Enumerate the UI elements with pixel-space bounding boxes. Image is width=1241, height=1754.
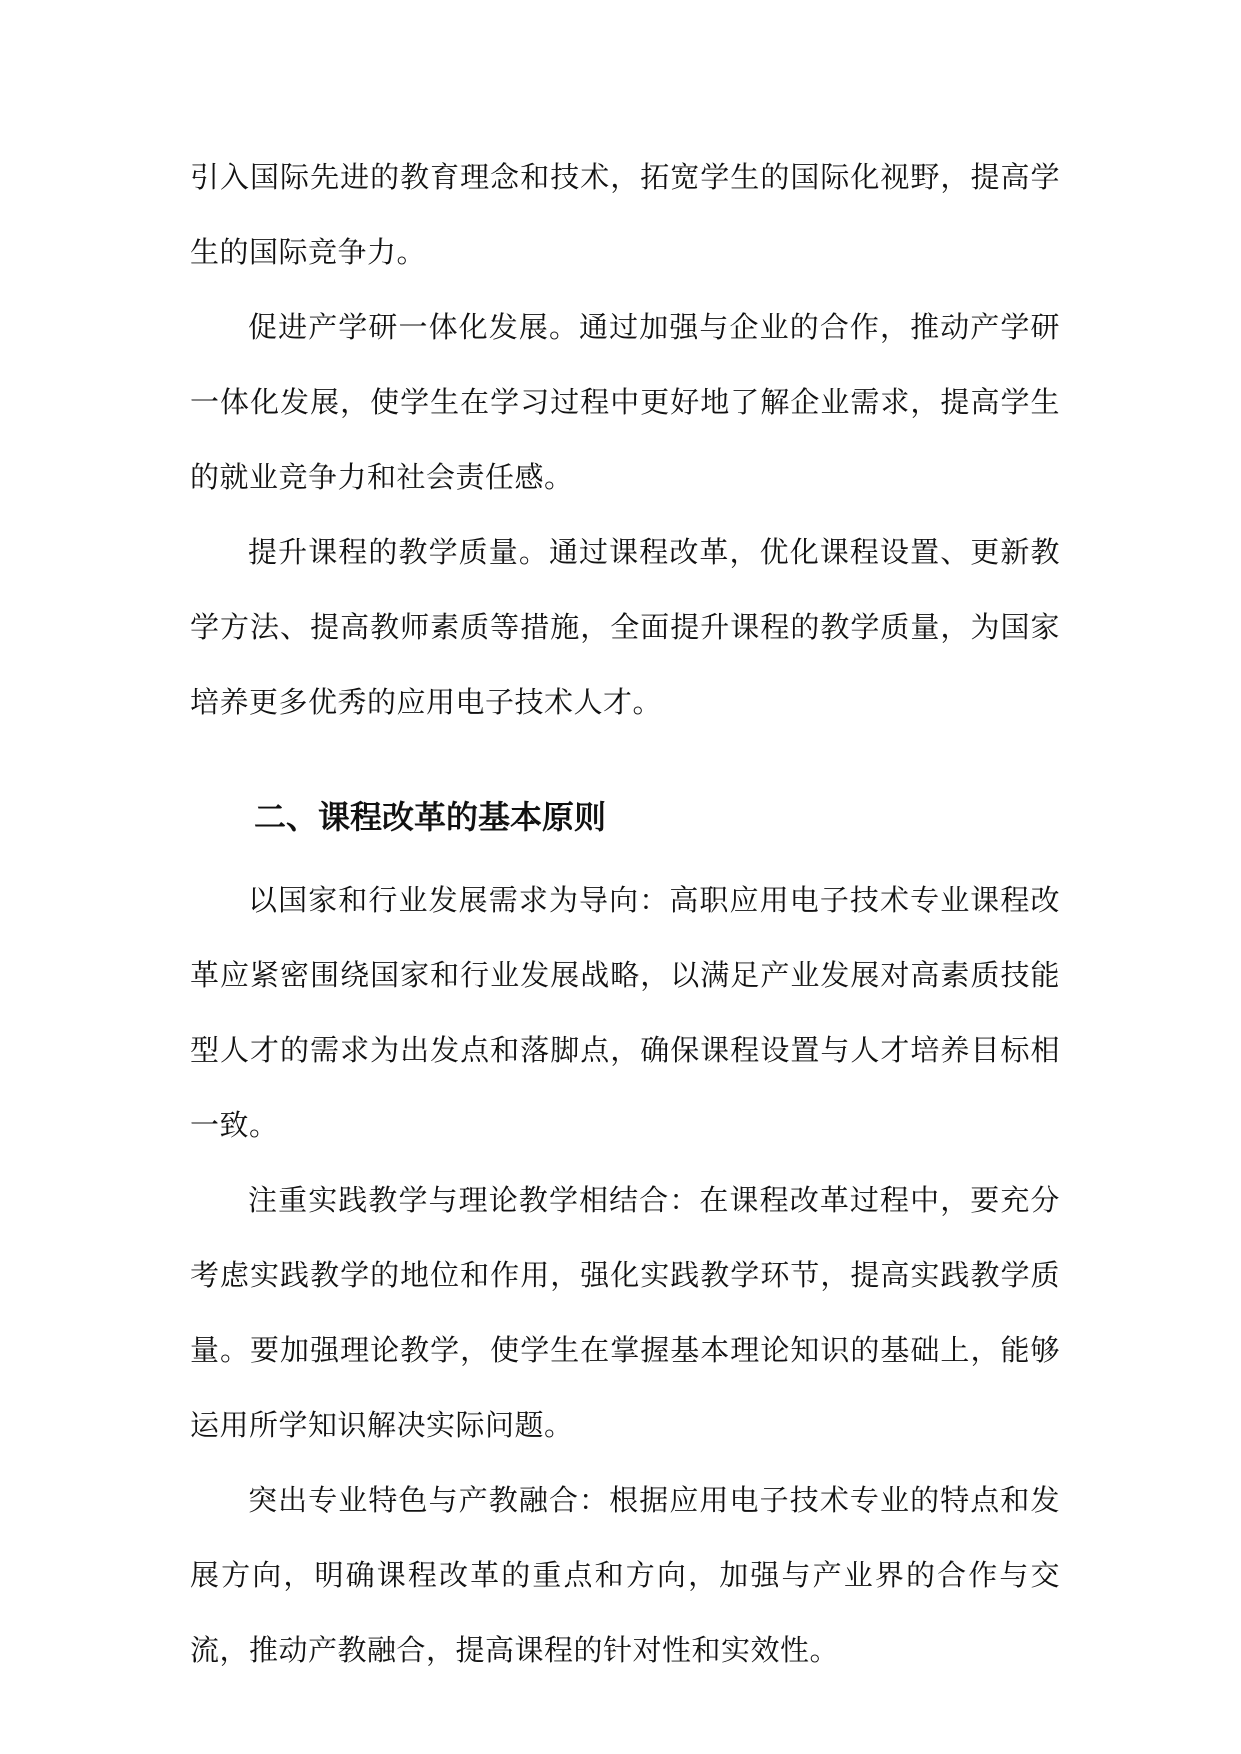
- section-heading: 二、课程改革的基本原则: [254, 798, 607, 836]
- paragraph-industry-integration: 突出专业特色与产教融合：根据应用电子技术专业的特点和发展方向，明确课程改革的重点和方向，加强与产业界的合作与交流，推动产教融合，提高课程的针对性和实效性。: [190, 1483, 1060, 1667]
- document-page: [190, 140, 1060, 1688]
- paragraph-teaching-quality: 提升课程的教学质量。通过课程改革，优化课程设置、更新教学方法、提高教师素质等措施，全面提升课程的教学质量，为国家培养更多优秀的应用电子技术人才。: [190, 535, 1060, 719]
- paragraph-industry-research: 促进产学研一体化发展。通过加强与企业的合作，推动产学研一体化发展，使学生在学习过程中更好地了解企业需求，提高学生的就业竞争力和社会责任感。: [190, 310, 1060, 494]
- paragraph-international-vision: 引入国际先进的教育理念和技术，拓宽学生的国际化视野，提高学生的国际竞争力。: [190, 160, 1060, 269]
- paragraph-practice-theory: 注重实践教学与理论教学相结合：在课程改革过程中，要充分考虑实践教学的地位和作用，强化实践教学环节，提高实践教学质量。要加强理论教学，使学生在掌握基本理论知识的基础上，能够运用所学知识解决实际问题。: [190, 1183, 1060, 1442]
- paragraph-demand-oriented: 以国家和行业发展需求为导向：高职应用电子技术专业课程改革应紧密围绕国家和行业发展战略，以满足产业发展对高素质技能型人才的需求为出发点和落脚点，确保课程设置与人才培养目标相一致。: [190, 883, 1060, 1142]
